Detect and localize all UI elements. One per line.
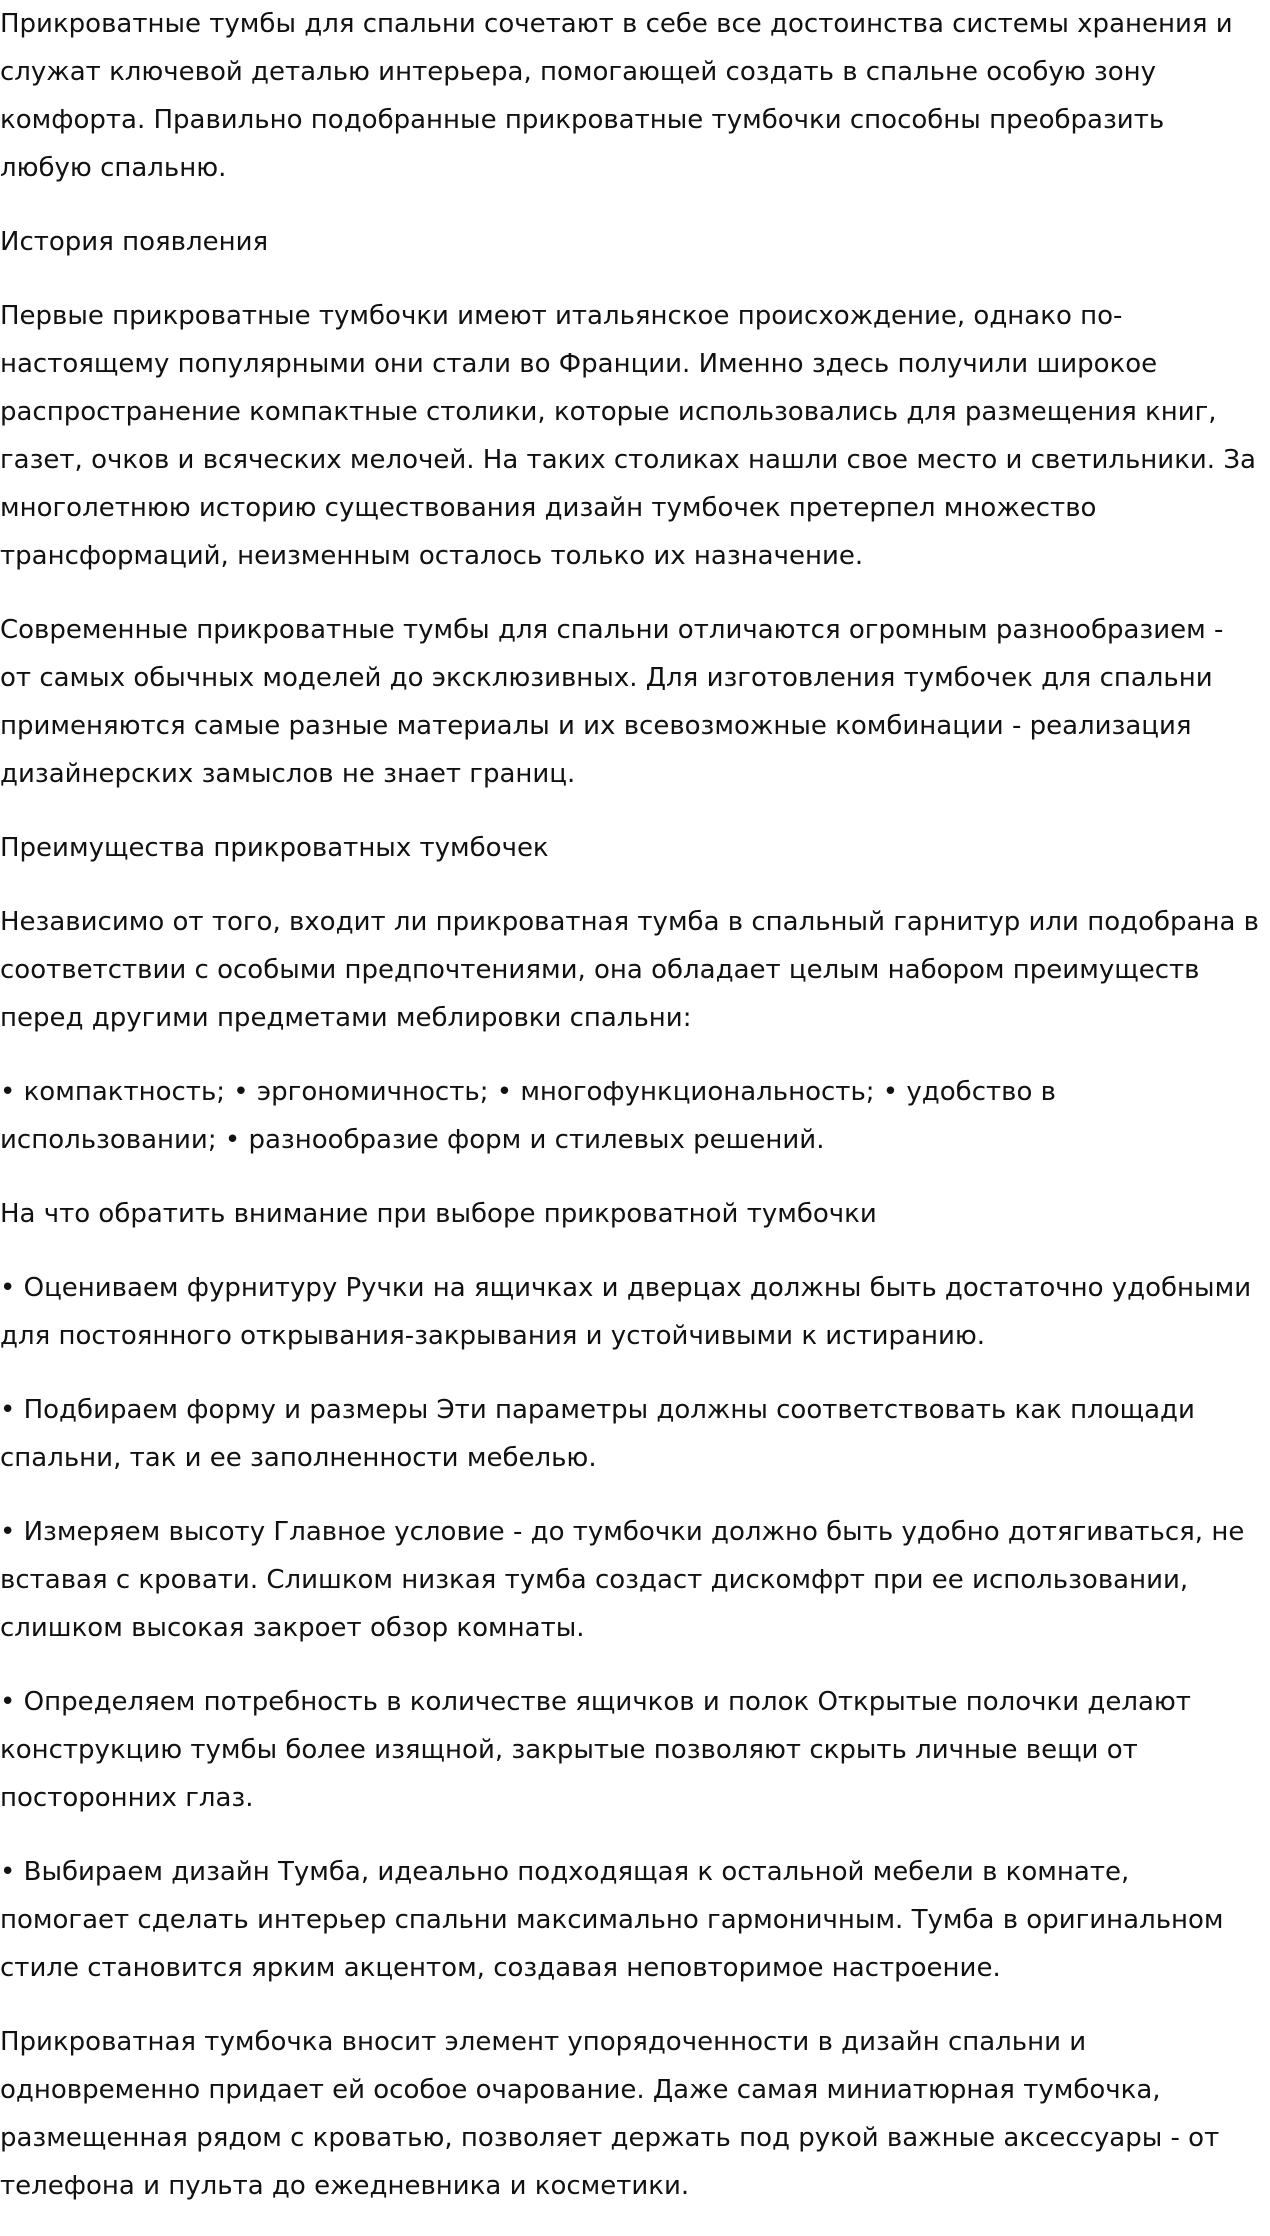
history-paragraph-2: Современные прикроватные тумбы для спальни отличаются огромным разнообразием - от самых обычных моделей до эксклюзивных. Для изготовления тумбочек для спальни применяются самые разные материалы и их всевозможные комбинации - реализация дизайнерских замыслов не знает границ. <box>0 615 1224 789</box>
choice-heading: На что обратить внимание при выборе прикроватной тумбочки <box>0 1199 877 1229</box>
choice-item: • Определяем потребность в количестве ящичков и полок Открытые полочки делают конструкцию тумбы более изящной, закрытые позволяют скрыть личные вещи от посторонних глаз. <box>0 1687 1191 1813</box>
choice-item: • Выбираем дизайн Тумба, идеально подходящая к остальной мебели в комнате, помогает сделать интерьер спальни максимально гармоничным. Тумба в оригинальном стиле становится ярким акцентом, создавая неповторимое настроение. <box>0 1857 1224 1983</box>
advantages-list: • компактность; • эргономичность; • многофункциональность; • удобство в использовании; • разнообразие форм и стилевых решений. <box>0 1077 1056 1155</box>
history-paragraph-1: Первые прикроватные тумбочки имеют итальянское происхождение, однако по-настоящему популярными они стали во Франции. Именно здесь получили широкое распространение компактные столики, которые использовались для размещения книг, газет, очков и всяческих мелочей. На таких столиках нашли свое место и светильники. За многолетнюю историю существования дизайн тумбочек претерпел множество трансформаций, неизменным осталось только их назначение. <box>0 301 1256 571</box>
intro-paragraph: Прикроватные тумбы для спальни сочетают в себе все достоинства системы хранения и служат ключевой деталью интерьера, помогающей создать в спальне особую зону комфорта. Правильно подобранные прикроватные тумбочки способны преобразить любую спальню. <box>0 9 1233 183</box>
choice-item: • Подбираем форму и размеры Эти параметры должны соответствовать как площади спальни, так и ее заполненности мебелью. <box>0 1395 1195 1473</box>
choice-item: • Оцениваем фурнитуру Ручки на ящичках и дверцах должны быть достаточно удобными для постоянного открывания-закрывания и устойчивыми к истиранию. <box>0 1273 1252 1351</box>
choice-item: • Измеряем высоту Главное условие - до тумбочки должно быть удобно дотягиваться, не вставая с кровати. Слишком низкая тумба создаст дискомфрт при ее использовании, слишком высокая закроет обзор комнаты. <box>0 1517 1245 1643</box>
advantages-heading: Преимущества прикроватных тумбочек <box>0 833 549 863</box>
advantages-intro-paragraph: Независимо от того, входит ли прикроватная тумба в спальный гарнитур или подобрана в соответствии с особыми предпочтениями, она обладает целым набором преимуществ перед другими предметами меблировки спальни: <box>0 907 1259 1033</box>
history-heading: История появления <box>0 227 269 257</box>
conclusion-paragraph: Прикроватная тумбочка вносит элемент упорядоченности в дизайн спальни и одновременно придает ей особое очарование. Даже самая миниатюрная тумбочка, размещенная рядом с кроватью, позволяет держать под рукой важные аксессуары - от телефона и пульта до ежедневника и косметики. <box>0 2027 1220 2201</box>
